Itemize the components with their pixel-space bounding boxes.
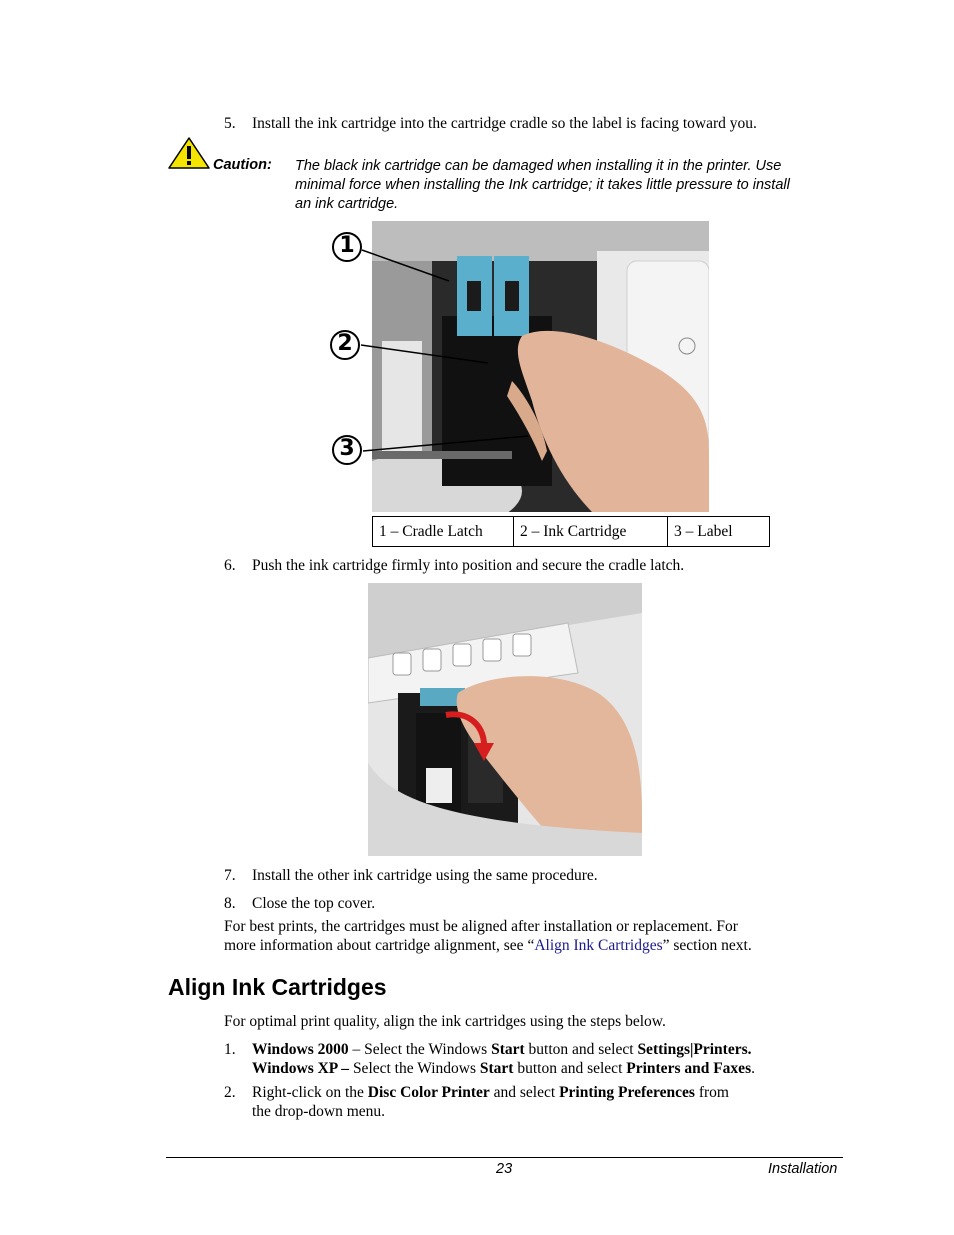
legend-cell: 3 – Label [668,517,770,547]
step-text: the drop-down menu. [252,1103,386,1120]
step-text: Install the ink cartridge into the cartridge cradle so the label is facing toward you. [252,115,757,132]
bold-run: Printing Preferences [559,1084,695,1101]
text-run: . [751,1060,755,1077]
step-text [252,1059,755,1078]
callout-number: 2 [337,331,353,356]
step-number: 7. [224,867,236,884]
step-text [252,1083,729,1102]
figure-legend-table [372,516,770,547]
text-run: from [694,1084,729,1101]
step-number: 1. [224,1041,236,1058]
bold-run: Start [491,1041,525,1058]
caution-line: The black ink cartridge can be damaged when installing it in the printer. Use [295,158,782,174]
bold-run: Windows XP – [252,1060,350,1077]
caution-line: an ink cartridge. [295,196,399,212]
step-text: Push the ink cartridge firmly into position and secure the cradle latch. [252,557,685,574]
bold-run: Printers and Faxes [626,1060,752,1077]
bold-run: Windows 2000 [252,1041,349,1058]
step-number: 8. [224,895,236,912]
text-run: more information about cartridge alignment, see “ [224,937,535,954]
bold-run: Settings|Printers. [637,1041,752,1058]
text-run: Right-click on the [252,1084,368,1101]
step-text [252,1040,752,1059]
legend-cell: 1 – Cradle Latch [373,517,514,547]
text-run: and select [489,1084,560,1101]
section-heading: Align Ink Cartridges [168,974,387,1000]
page-number: 23 [496,1161,513,1177]
callout-number: 1 [339,233,355,258]
paragraph: For best prints, the cartridges must be aligned after installation or replacement. For [224,918,738,935]
step-number: 6. [224,557,236,574]
text-run: – Select the Windows [348,1041,492,1058]
cartridge-latch-photo [368,583,642,856]
caution-line: minimal force when installing the Ink cartridge; it takes little pressure to install [295,177,790,193]
step-text: Close the top cover. [252,895,376,912]
footer-rule [166,1157,843,1158]
step-text: Install the other ink cartridge using the same procedure. [252,867,598,884]
text-run: button and select [524,1041,638,1058]
text-run: Select the Windows [349,1060,480,1077]
legend-cell: 2 – Ink Cartridge [514,517,668,547]
step-number: 2. [224,1084,236,1101]
bold-run: Start [479,1060,514,1077]
step-number: 5. [224,115,236,132]
callout-number: 3 [339,436,355,461]
align-ink-cartridges-link[interactable]: Align Ink Cartridges [534,937,663,954]
text-run: button and select [513,1060,627,1077]
caution-label: Caution: [213,157,272,173]
bold-run: Disc Color Printer [367,1084,490,1101]
callout-leader-lines [0,0,954,520]
footer-section: Installation [768,1161,838,1177]
paragraph [224,936,752,955]
section-intro: For optimal print quality, align the ink cartridges using the steps below. [224,1013,666,1030]
text-run: ” section next. [662,937,752,954]
